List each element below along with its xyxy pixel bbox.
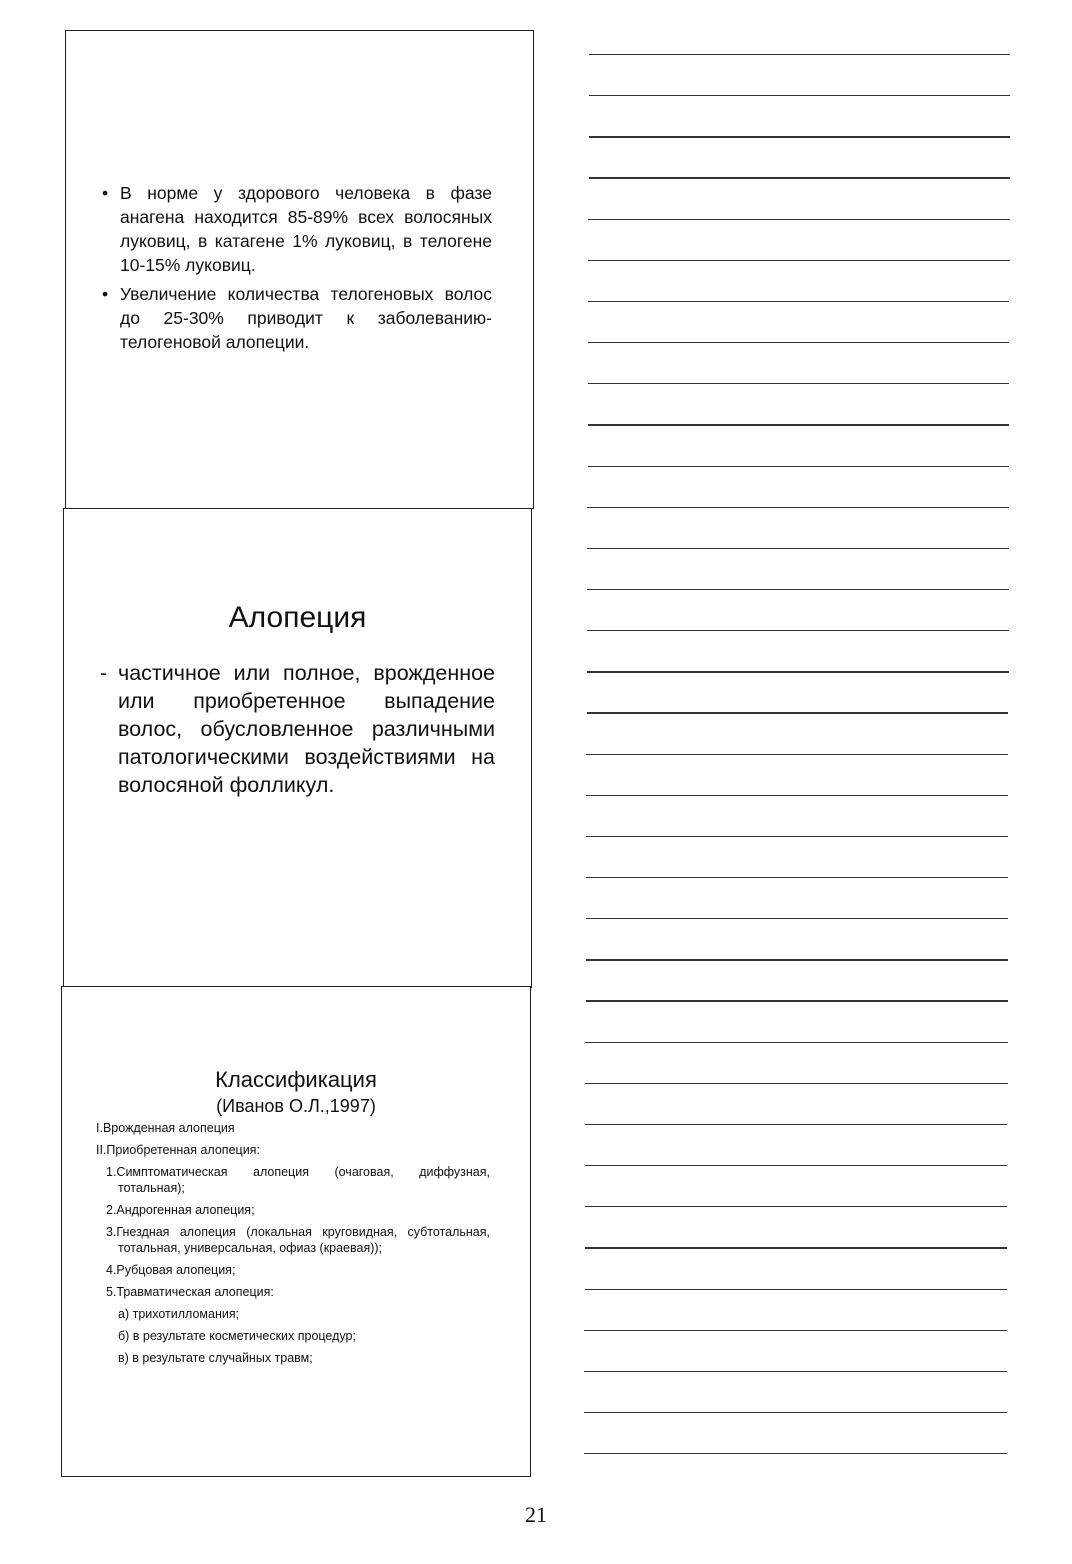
- note-line: [587, 548, 1009, 549]
- note-line: [586, 795, 1008, 796]
- note-line: [585, 1165, 1007, 1166]
- note-line: [585, 1042, 1007, 1043]
- note-line: [588, 466, 1010, 467]
- note-line: [586, 959, 1008, 960]
- note-line: [587, 589, 1009, 590]
- bullet-text: Увеличение количества телогеновых волос до 25-30% приводит к заболеванию- телогеновой алопеции.: [120, 284, 492, 352]
- note-line: [587, 671, 1009, 672]
- definition-dash: -: [100, 661, 108, 685]
- classification-item: 5.Травматическая алопеция:: [106, 1285, 274, 1299]
- definition-text: частичное или полное, врожденное или приобретенное выпадение волос, обусловленное различными патологическими воздействиями на волосяной фолликул.: [118, 661, 495, 797]
- note-line: [587, 507, 1009, 508]
- slide-2-definition: [100, 659, 495, 799]
- classification-item: 2.Андрогенная алопеция;: [106, 1203, 255, 1217]
- note-line: [585, 1124, 1007, 1125]
- classification-list: [96, 1120, 490, 1372]
- note-line: [586, 1000, 1008, 1001]
- note-line: [589, 136, 1010, 137]
- note-line: [586, 918, 1008, 919]
- slide-3: [61, 986, 531, 1477]
- classification-item: [96, 1164, 490, 1196]
- note-line: [586, 877, 1008, 878]
- note-line: [589, 54, 1010, 55]
- bullet-marker: •: [102, 183, 109, 203]
- note-line: [585, 1083, 1007, 1084]
- note-line: [588, 424, 1009, 425]
- note-line: [585, 1289, 1008, 1290]
- note-line: [589, 177, 1010, 178]
- note-line: [584, 1412, 1007, 1413]
- slide-3-title: Классификация: [215, 1067, 377, 1092]
- note-line: [588, 301, 1009, 302]
- note-line: [585, 1247, 1007, 1248]
- slide-3-subtitle: (Иванов О.Л.,1997): [216, 1096, 376, 1116]
- slide-2: [63, 508, 532, 988]
- note-line: [588, 260, 1009, 261]
- bullet-item: [100, 282, 492, 354]
- bullet-marker: •: [102, 284, 109, 304]
- slide-1-bullet-list: [100, 181, 492, 359]
- note-line: [588, 342, 1009, 343]
- classification-item: [96, 1224, 490, 1256]
- note-line: [589, 95, 1010, 96]
- note-line: [588, 383, 1009, 384]
- classification-item: II.Приобретенная алопеция:: [96, 1143, 260, 1157]
- classification-item: 4.Рубцовая алопеция;: [106, 1263, 236, 1277]
- classification-item: б) в результате косметических процедур;: [118, 1329, 356, 1343]
- bullet-text: В норме у здорового человека в фазе анагена находится 85-89% всех волосяных луковиц, в катагене 1% луковиц, в телогене 10-15% луковиц.: [120, 183, 492, 275]
- note-line: [584, 1453, 1007, 1454]
- page-number: 21: [525, 1502, 547, 1527]
- note-line: [584, 1371, 1007, 1372]
- classification-item: в) в результате случайных травм;: [118, 1351, 313, 1365]
- slide-2-title: Алопеция: [228, 601, 367, 634]
- note-line: [586, 836, 1008, 837]
- note-line: [587, 630, 1009, 631]
- bullet-item: [100, 181, 492, 277]
- classification-item: I.Врожденная алопеция: [96, 1121, 235, 1135]
- classification-item: а) трихотилломания;: [118, 1307, 240, 1321]
- classification-item-text: 1.Симптоматическая алопеция (очаговая, диффузная, тотальная);: [106, 1165, 490, 1195]
- note-line: [588, 219, 1009, 220]
- note-line: [587, 712, 1009, 713]
- slide-1: [65, 30, 534, 509]
- classification-item-text: 3.Гнездная алопеция (локальная круговидная, субтотальная, тотальная, универсальная, офиаз (краевая));: [106, 1225, 490, 1255]
- note-line: [586, 754, 1008, 755]
- note-line: [584, 1330, 1007, 1331]
- note-line: [585, 1206, 1007, 1207]
